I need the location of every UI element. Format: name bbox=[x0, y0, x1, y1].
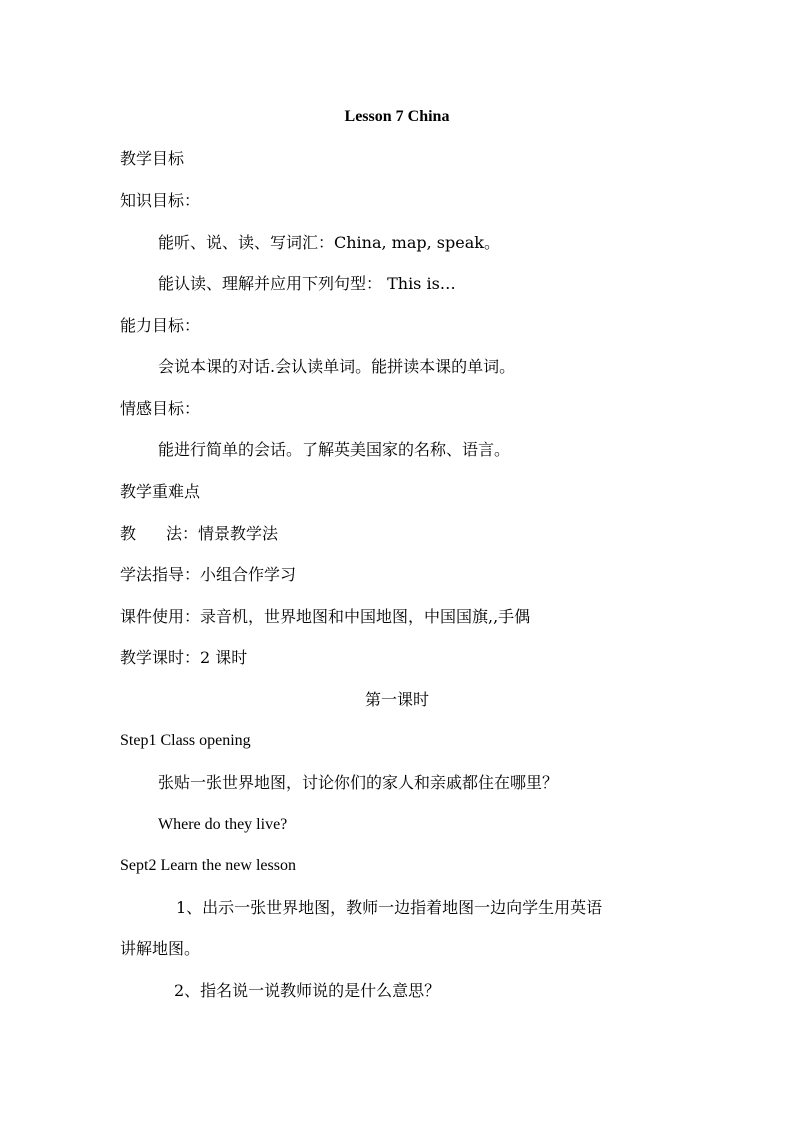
teaching-method-line bbox=[120, 524, 278, 544]
step1-text: 张贴一张世界地图，讨论你们的家人和亲戚都住在哪里？ bbox=[158, 773, 559, 792]
first-lesson-heading: 第一课时 bbox=[364, 690, 429, 709]
lesson-title: Lesson 7 China bbox=[344, 108, 450, 125]
ability-goals-label: 能力目标： bbox=[120, 316, 201, 335]
knowledge-goals-label: 知识目标： bbox=[120, 191, 201, 210]
teaching-method-label-1: 教 bbox=[120, 524, 137, 543]
teaching-method-label-2: 法：情景教学法 bbox=[166, 524, 279, 543]
step2-item2: 2、指名说一说教师说的是什么意思？ bbox=[174, 981, 441, 1000]
emotion-goals-label: 情感目标： bbox=[120, 399, 201, 418]
study-guide-line: 学法指导：小组合作学习 bbox=[120, 565, 297, 584]
courseware-line: 课件使用：录音机，世界地图和中国地图，中国国旗,,手偶 bbox=[120, 607, 531, 626]
step1-question: Where do they live? bbox=[158, 816, 288, 833]
teaching-goals-heading: 教学目标 bbox=[120, 149, 185, 168]
knowledge-goal-1: 能听、说、读、写词汇：China, map, speak。 bbox=[158, 233, 500, 252]
emotion-goal-1: 能进行简单的会话。了解英美国家的名称、语言。 bbox=[158, 440, 511, 459]
step2-item1-line-b: 讲解地图。 bbox=[120, 939, 201, 958]
step2-heading: Sept2 Learn the new lesson bbox=[120, 857, 296, 874]
key-difficult-points-heading: 教学重难点 bbox=[120, 482, 201, 501]
class-hours-line: 教学课时：2 课时 bbox=[120, 648, 248, 667]
ability-goal-1: 会说本课的对话.会认读单词。能拼读本课的单词。 bbox=[158, 357, 516, 376]
knowledge-goal-2: 能认读、理解并应用下列句型： This is… bbox=[158, 274, 456, 293]
step1-heading: Step1 Class opening bbox=[120, 732, 251, 749]
step2-item1-line-a: 1、出示一张世界地图，教师一边指着地图一边向学生用英语 bbox=[176, 898, 603, 917]
